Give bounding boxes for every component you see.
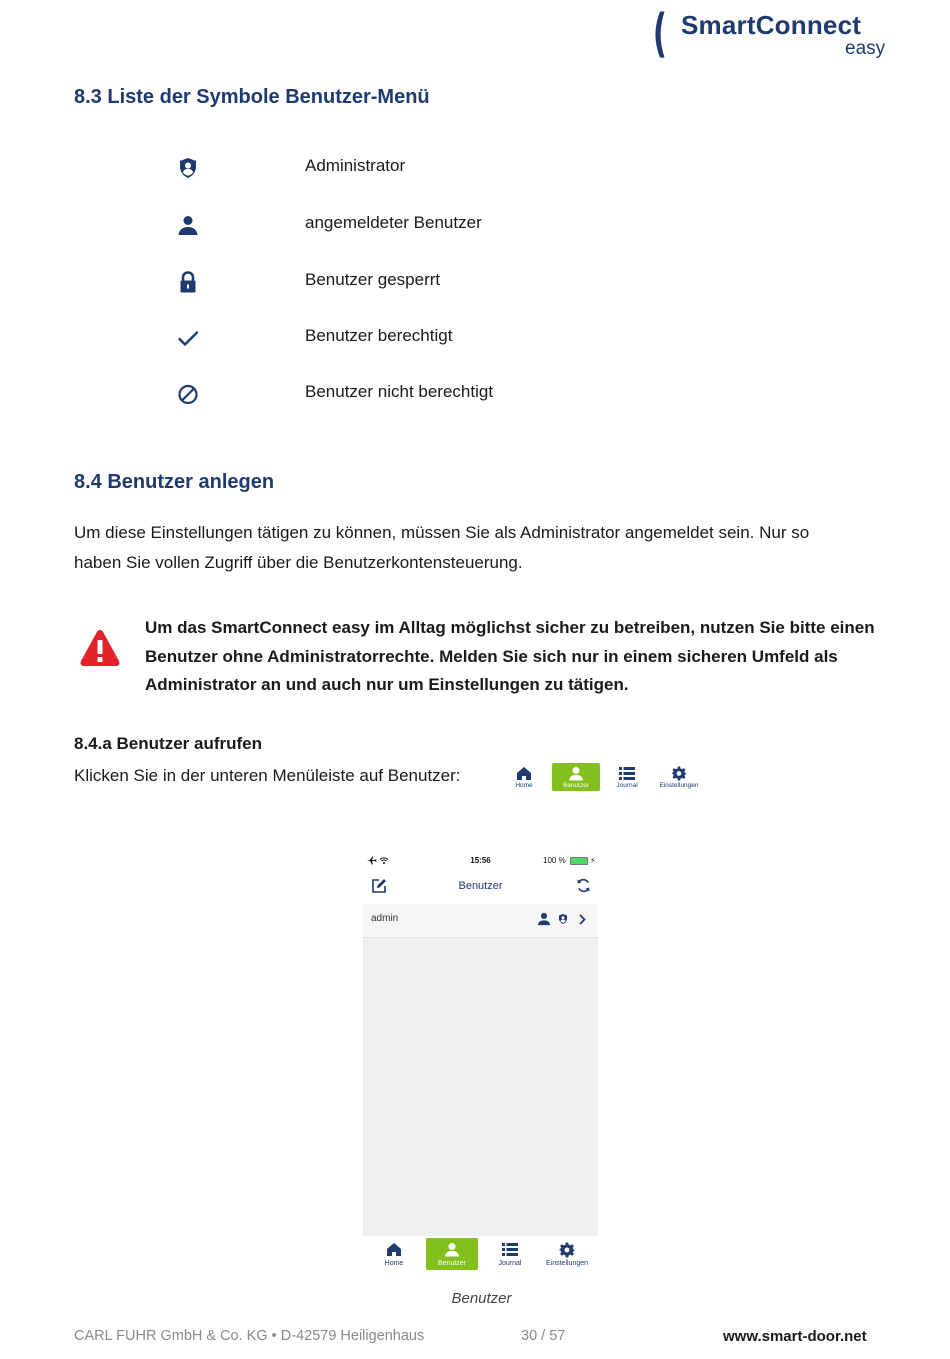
list-icon — [502, 1242, 518, 1257]
tab-label: Benutzer — [437, 1260, 467, 1267]
gear-icon — [671, 766, 687, 781]
mini-menu-einstellungen — [655, 763, 703, 791]
gear-icon — [559, 1242, 575, 1258]
warning-line: Administrator an und auch nur um Einstellungen zu tätigen. — [145, 675, 629, 694]
battery-icon — [570, 857, 588, 865]
lock-icon — [176, 270, 200, 294]
forbidden-icon — [176, 382, 200, 406]
user-icon — [537, 912, 551, 926]
status-time: 15:56 — [470, 856, 491, 865]
section-heading-8-4-a: 8.4.a Benutzer aufrufen — [74, 734, 262, 753]
symbol-row-check — [0, 320, 950, 360]
list-icon — [619, 766, 635, 781]
logo-bracket: ( — [652, 4, 668, 64]
symbol-label: Benutzer berechtigt — [305, 326, 453, 345]
user-icon — [444, 1242, 460, 1257]
footer-company: CARL FUHR GmbH & Co. KG • D-42579 Heiligenhaus — [74, 1328, 425, 1344]
instruction-text: Klicken Sie in der unteren Menüleiste auf Benutzer: — [74, 766, 461, 785]
tab-benutzer[interactable] — [426, 1238, 478, 1270]
phone-title: Benutzer — [458, 880, 503, 892]
mini-menu-journal — [603, 763, 651, 791]
tab-label: Journal — [498, 1260, 522, 1267]
symbol-label: angemeldeter Benutzer — [305, 213, 482, 232]
mini-menu-benutzer — [552, 763, 600, 791]
mini-menu-label: Benutzer — [562, 782, 590, 789]
tab-einstellungen[interactable] — [541, 1238, 593, 1270]
logo-sub: easy — [845, 38, 886, 59]
mini-menu-label: Einstellungen — [659, 782, 699, 789]
symbol-row-lock — [0, 264, 950, 304]
phone-screenshot — [363, 848, 598, 1276]
battery-percent: 100 % — [543, 856, 566, 865]
tab-home[interactable] — [368, 1238, 420, 1270]
phone-header — [363, 872, 598, 902]
chevron-right-icon — [578, 914, 586, 925]
mini-menu-label: Home — [515, 782, 533, 789]
intro-line: haben Sie vollen Zugriff über die Benutzerkontensteuerung. — [74, 553, 523, 572]
warning-line: Um das SmartConnect easy im Alltag möglichst sicher zu betreiben, nutzen Sie bitte einen — [145, 618, 875, 637]
symbol-row-admin — [0, 150, 950, 190]
status-bar — [363, 848, 598, 872]
phone-tab-bar — [363, 1236, 598, 1276]
charging-icon: ⚡ — [590, 856, 596, 865]
warning-icon — [79, 628, 121, 668]
admin-shield-icon — [557, 912, 569, 926]
mini-menu-home — [500, 763, 548, 791]
logo-brand: SmartConnect — [681, 10, 862, 40]
mini-menu-label: Journal — [616, 782, 638, 789]
user-icon — [568, 766, 584, 781]
checkmark-icon — [176, 326, 200, 350]
tab-journal[interactable] — [484, 1238, 536, 1270]
user-icon — [176, 213, 200, 237]
home-icon — [386, 1242, 402, 1257]
section-heading-8-3: 8.3 Liste der Symbole Benutzer-Menü — [74, 86, 430, 108]
symbol-row-forbidden — [0, 376, 950, 416]
warning-text — [145, 614, 905, 700]
section-heading-8-4: 8.4 Benutzer anlegen — [74, 471, 275, 493]
footer-page-number: 30 / 57 — [521, 1328, 566, 1344]
user-name: admin — [371, 913, 399, 924]
phone-content-area — [363, 938, 598, 1236]
intro-line: Um diese Einstellungen tätigen zu können, müssen Sie als Administrator angemeldet sein. Nur so — [74, 523, 810, 542]
symbol-label: Benutzer nicht berechtigt — [305, 382, 494, 401]
symbol-row-user — [0, 207, 950, 247]
refresh-icon[interactable] — [576, 878, 591, 893]
home-icon — [516, 766, 532, 781]
tab-label: Einstellungen — [545, 1260, 589, 1267]
tab-label: Home — [384, 1260, 404, 1267]
admin-shield-icon — [176, 156, 200, 180]
intro-paragraph — [74, 518, 894, 578]
symbol-label: Benutzer gesperrt — [305, 270, 441, 289]
footer-website: www.smart-door.net — [723, 1328, 867, 1345]
user-list-row[interactable] — [363, 904, 598, 938]
figure-caption: Benutzer — [451, 1290, 512, 1307]
warning-line: Benutzer ohne Administratorrechte. Melden Sie sich nur in einem sicheren Umfeld als — [145, 646, 838, 666]
symbol-label: Administrator — [305, 156, 406, 175]
